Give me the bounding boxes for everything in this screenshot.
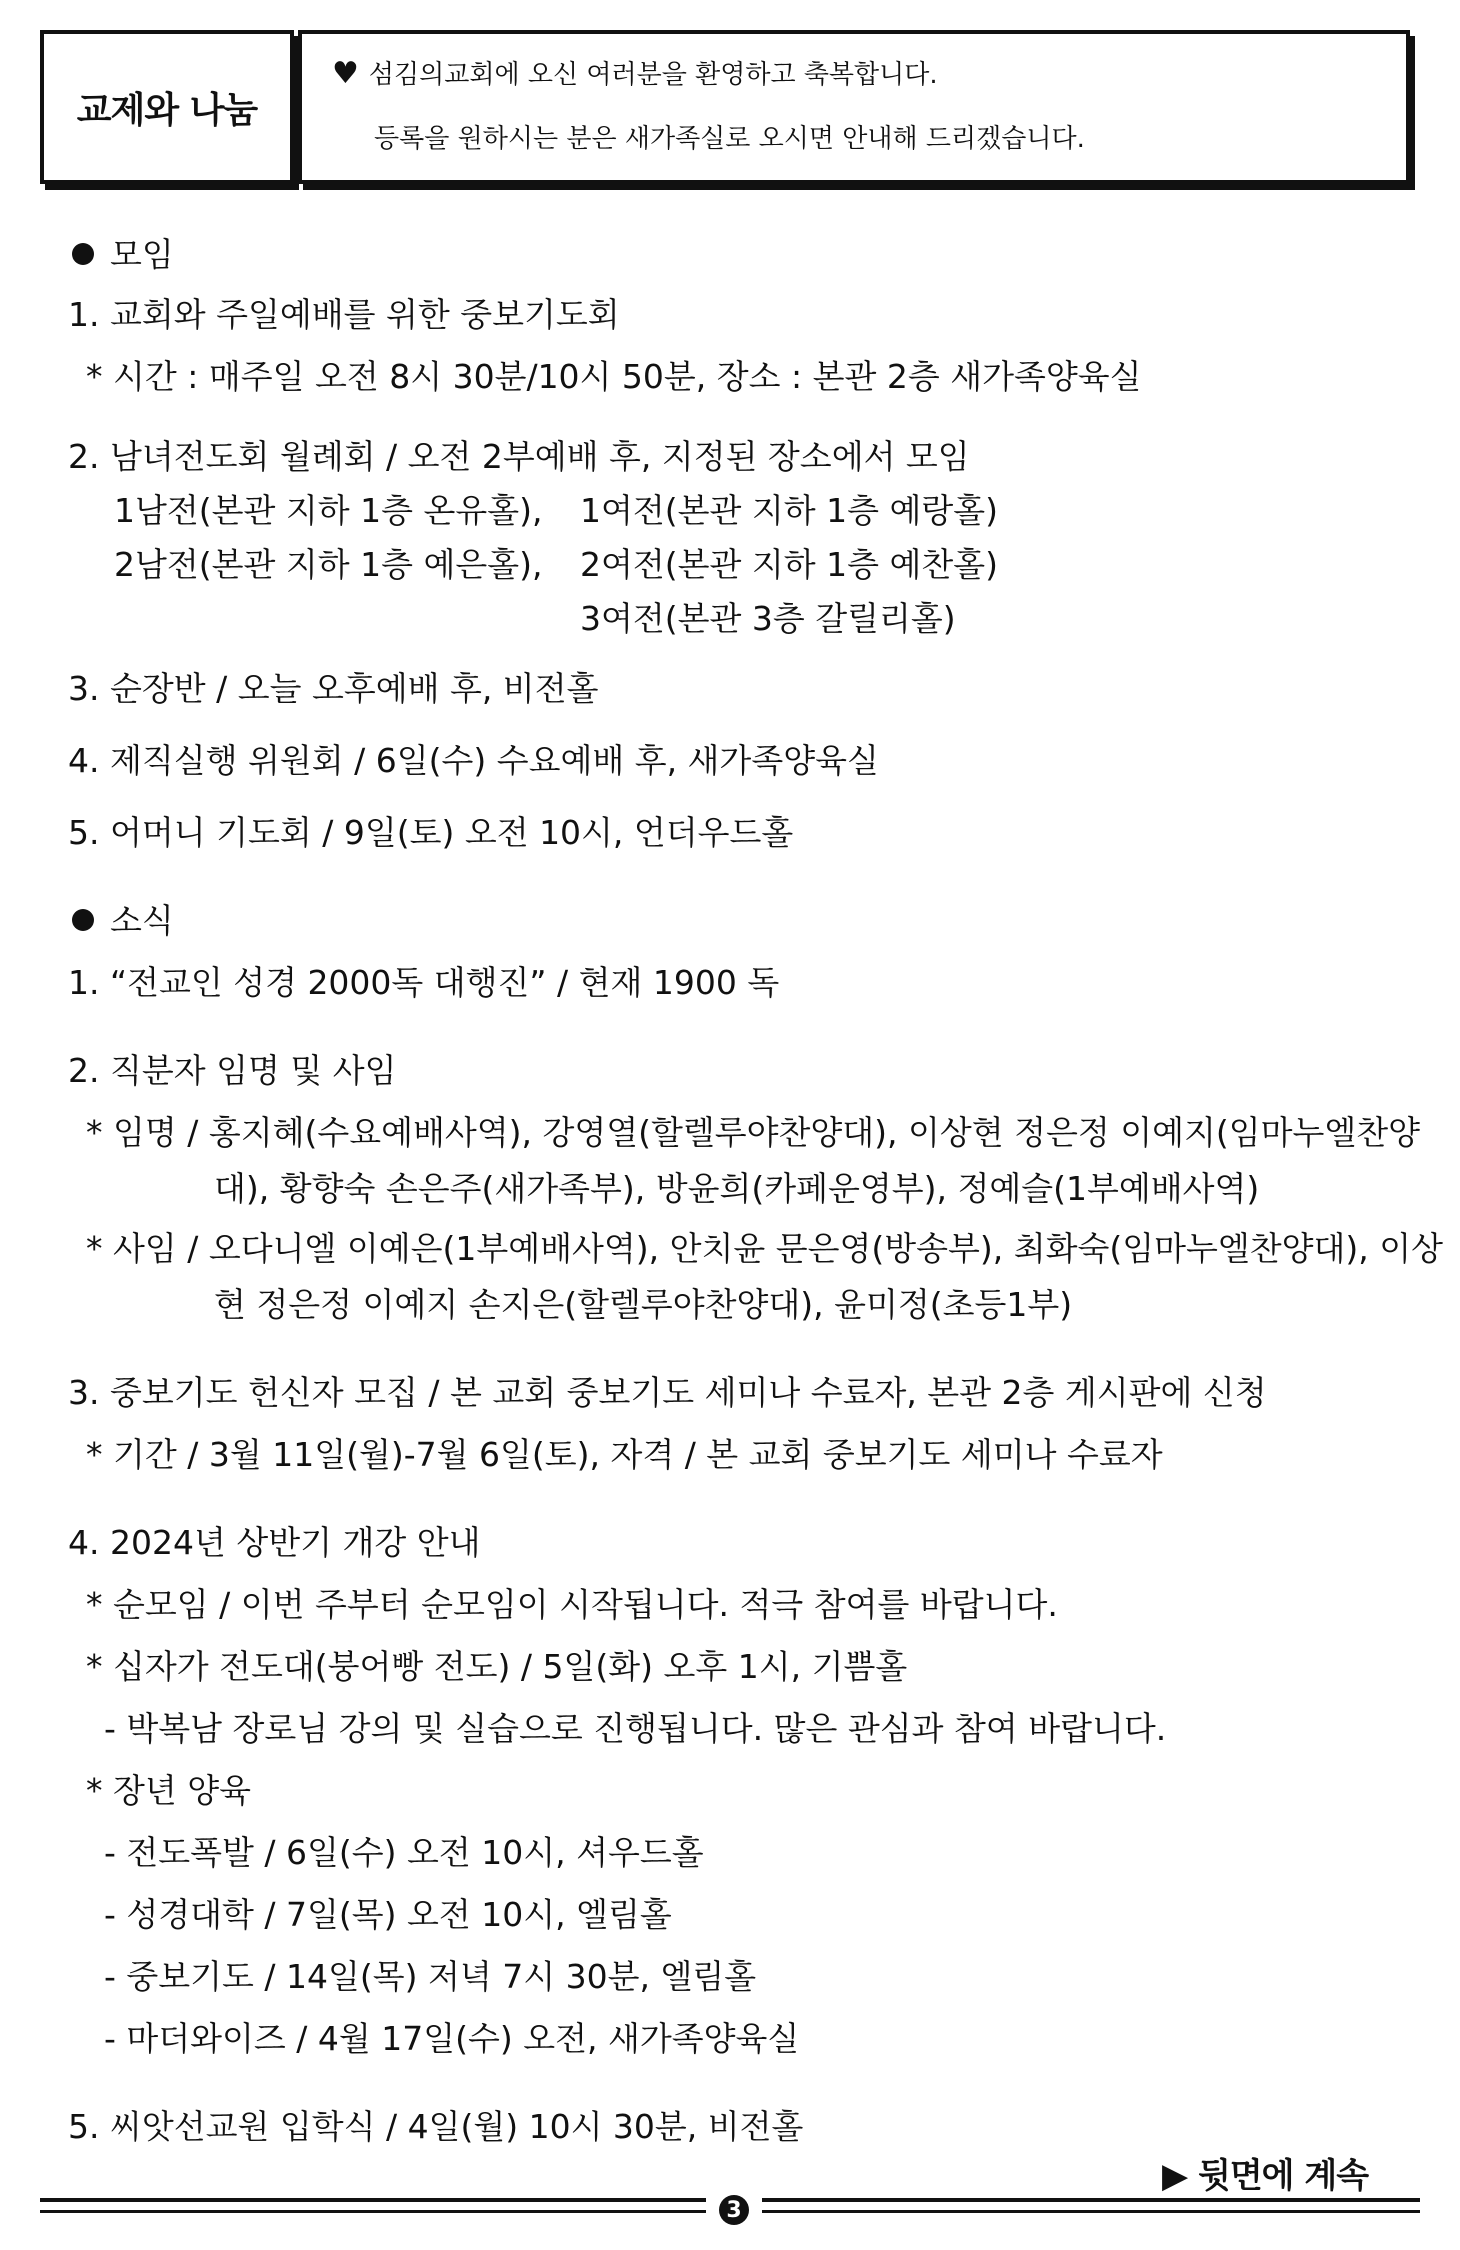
meeting-item-2-location: 1남전(본관 지하 1층 온유홀), — [114, 491, 543, 530]
news-item-4: 4. 2024년 상반기 개강 안내 — [68, 1523, 481, 1562]
page-number: 3 — [719, 2195, 749, 2225]
meetings-heading: 모임 — [72, 238, 174, 271]
continue-on-back-label: ▶ 뒷면에 계속 — [1162, 2156, 1369, 2196]
news-item-1: 1. “전교인 성경 2000독 대행진” / 현재 1900 독 — [68, 963, 780, 1002]
meeting-item-2: 2. 남녀전도회 월례회 / 오전 2부예배 후, 지정된 장소에서 모임 — [68, 437, 970, 476]
news-item-4-detail: - 성경대학 / 7일(목) 오전 10시, 엘림홀 — [104, 1895, 672, 1934]
meeting-item-2-location: 3여전(본관 3층 갈릴리홀) — [580, 599, 956, 638]
news-item-4-detail: - 마더와이즈 / 4월 17일(수) 오전, 새가족양육실 — [104, 2019, 800, 2058]
news-item-3-detail: * 기간 / 3월 11일(월)-7월 6일(토), 자격 / 본 교회 중보기도 세미나 수료자 — [86, 1435, 1163, 1474]
news-item-5: 5. 씨앗선교원 입학식 / 4일(월) 10시 30분, 비전홀 — [68, 2107, 804, 2146]
welcome-line-1: ♥ 섬김의교회에 오신 여러분을 환영하고 축복합니다. — [332, 56, 938, 91]
news-heading: 소식 — [72, 904, 174, 937]
meeting-item-5: 5. 어머니 기도회 / 9일(토) 오전 10시, 언더우드홀 — [68, 813, 794, 852]
meeting-item-2-location: 1여전(본관 지하 1층 예랑홀) — [580, 491, 998, 530]
footer-divider — [762, 2210, 1420, 2213]
meeting-item-4: 4. 제직실행 위원회 / 6일(수) 수요예배 후, 새가족양육실 — [68, 741, 879, 780]
news-item-2-appointment-cont: 대), 황향숙 손은주(새가족부), 방윤희(카페운영부), 정예슬(1부예배사역) — [214, 1169, 1260, 1208]
bullet-icon — [72, 909, 94, 931]
footer-divider — [40, 2210, 706, 2213]
meeting-item-2-location: 2여전(본관 지하 1층 예찬홀) — [580, 545, 998, 584]
news-item-4-sub: * 십자가 전도대(붕어빵 전도) / 5일(화) 오후 1시, 기쁨홀 — [86, 1647, 908, 1686]
news-item-2-appointment: * 임명 / 홍지혜(수요예배사역), 강영열(할렐루야찬양대), 이상현 정은정 이예지(임마누엘찬양 — [86, 1113, 1421, 1152]
news-item-4-sub: * 순모임 / 이번 주부터 순모임이 시작됩니다. 적극 참여를 바랍니다. — [86, 1585, 1058, 1624]
welcome-line-2: 등록을 원하시는 분은 새가족실로 오시면 안내해 드리겠습니다. — [374, 124, 1085, 154]
footer-divider — [762, 2198, 1420, 2202]
news-item-4-detail: - 중보기도 / 14일(목) 저녁 7시 30분, 엘림홀 — [104, 1957, 757, 1996]
section-title: 교제와 나눔 — [76, 89, 258, 131]
footer-divider — [40, 2198, 706, 2202]
news-item-4-detail: - 박복남 장로님 강의 및 실습으로 진행됩니다. 많은 관심과 참여 바랍니다. — [104, 1709, 1167, 1748]
meeting-item-1-detail: * 시간 : 매주일 오전 8시 30분/10시 50분, 장소 : 본관 2층 새가족양육실 — [86, 357, 1142, 396]
meeting-item-2-location: 2남전(본관 지하 1층 예은홀), — [114, 545, 543, 584]
news-item-2-resignation: * 사임 / 오다니엘 이예은(1부예배사역), 안치윤 문은영(방송부), 최화숙(임마누엘찬양대), 이상 — [86, 1229, 1443, 1268]
news-item-4-detail: - 전도폭발 / 6일(수) 오전 10시, 셔우드홀 — [104, 1833, 704, 1872]
news-item-4-sub: * 장년 양육 — [86, 1771, 251, 1810]
news-item-2-resignation-cont: 현 정은정 이예지 손지은(할렐루야찬양대), 윤미정(초등1부) — [214, 1285, 1073, 1324]
meeting-item-1: 1. 교회와 주일예배를 위한 중보기도회 — [68, 295, 620, 334]
bullet-icon — [72, 243, 94, 265]
heart-icon: ♥ — [332, 56, 359, 91]
news-item-2: 2. 직분자 임명 및 사임 — [68, 1051, 397, 1090]
news-item-3: 3. 중보기도 헌신자 모집 / 본 교회 중보기도 세미나 수료자, 본관 2층 게시판에 신청 — [68, 1373, 1267, 1412]
meeting-item-3: 3. 순장반 / 오늘 오후예배 후, 비전홀 — [68, 669, 599, 708]
